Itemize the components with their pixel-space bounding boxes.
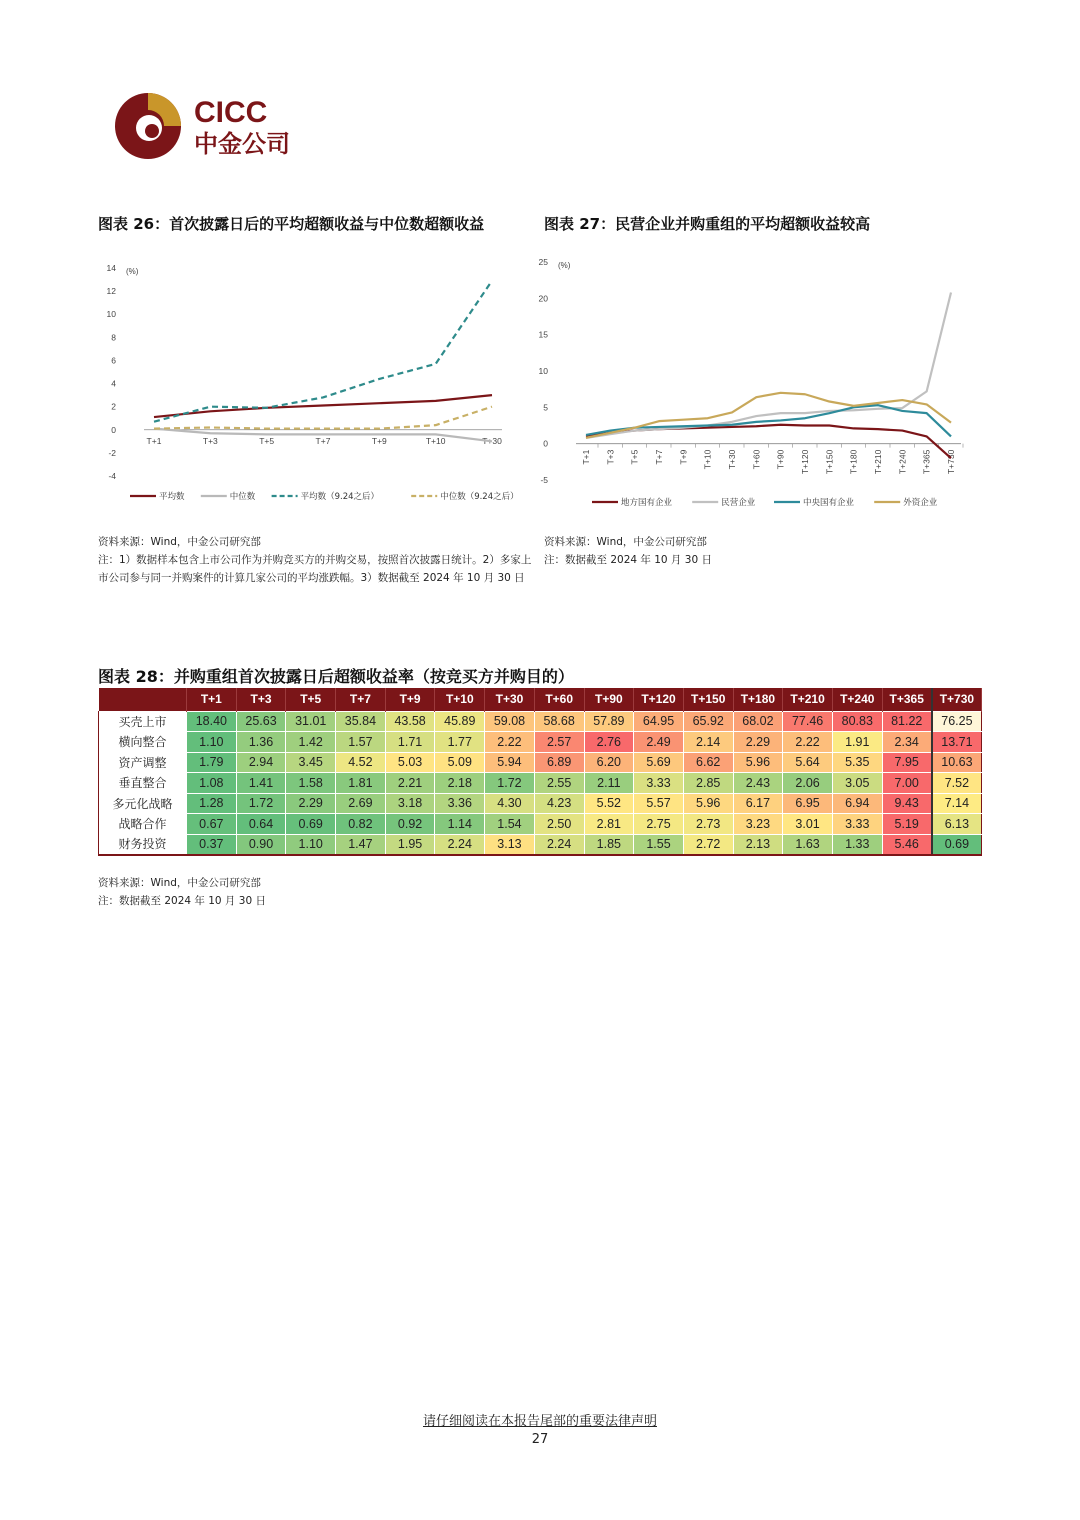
heatmap-column-header: T+365 — [882, 688, 932, 711]
heatmap-column-header: T+9 — [385, 688, 435, 711]
heatmap-cell: 5.03 — [385, 752, 435, 773]
heatmap-cell: 1.41 — [236, 773, 286, 794]
figure-28-title: 图表 28：并购重组首次披露日后超额收益率（按竞买方并购目的） — [98, 667, 574, 686]
x-tick-label: T+9 — [678, 449, 689, 465]
heatmap-cell: 1.58 — [286, 773, 336, 794]
legal-notice-footer: 请仔细阅读在本报告尾部的重要法律声明 — [422, 1414, 657, 1429]
heatmap-cell: 64.95 — [634, 711, 684, 732]
heatmap-cell: 1.28 — [187, 793, 237, 814]
x-tick-label: T+60 — [751, 449, 762, 470]
x-tick-label: T+5 — [259, 435, 275, 446]
heatmap-cell: 2.22 — [485, 732, 535, 753]
heatmap-cell: 7.14 — [932, 793, 982, 814]
heatmap-cell: 4.23 — [534, 793, 584, 814]
x-tick-label: T+5 — [629, 449, 640, 465]
y-tick-label: 2 — [111, 401, 116, 412]
figure-27-title: 图表 27：民营企业并购重组的平均超额收益较高 — [544, 215, 871, 233]
heatmap-cell: 2.24 — [435, 834, 485, 855]
heatmap-cell: 0.64 — [236, 814, 286, 835]
heatmap-cell: 4.52 — [336, 752, 386, 773]
heatmap-cell: 6.13 — [932, 814, 982, 835]
heatmap-cell: 13.71 — [932, 732, 982, 753]
heatmap-cell: 68.02 — [733, 711, 783, 732]
heatmap-cell: 5.57 — [634, 793, 684, 814]
heatmap-cell: 2.76 — [584, 732, 634, 753]
heatmap-cell: 45.89 — [435, 711, 485, 732]
y-tick-label: 20 — [538, 293, 548, 304]
series-line — [586, 293, 951, 438]
y-tick-label: 14 — [106, 263, 116, 273]
heatmap-cell: 1.55 — [634, 834, 684, 855]
unit-label: (%) — [126, 267, 139, 276]
heatmap-table — [98, 688, 982, 856]
x-tick-label: T+9 — [371, 435, 387, 446]
heatmap-cell: 0.69 — [286, 814, 336, 835]
heatmap-cell: 31.01 — [286, 711, 336, 732]
heatmap-cell: 1.57 — [336, 732, 386, 753]
heatmap-column-header: T+120 — [634, 688, 684, 711]
figure-26-title: 图表 26：首次披露日后的平均超额收益与中位数超额收益 — [98, 215, 485, 233]
x-tick-label: T+240 — [897, 449, 908, 475]
heatmap-row-label: 多元化战略 — [99, 793, 187, 814]
heatmap-cell: 25.63 — [236, 711, 286, 732]
legend-label: 中央国有企业 — [803, 498, 855, 508]
unit-label: (%) — [558, 261, 571, 270]
heatmap-cell: 3.36 — [435, 793, 485, 814]
heatmap-cell: 7.52 — [932, 773, 982, 794]
heatmap-cell: 1.77 — [435, 732, 485, 753]
heatmap-cell: 1.72 — [485, 773, 535, 794]
heatmap-cell: 2.22 — [783, 732, 833, 753]
heatmap-cell: 5.35 — [832, 752, 882, 773]
heatmap-cell: 2.55 — [534, 773, 584, 794]
heatmap-cell: 57.89 — [584, 711, 634, 732]
heatmap-cell: 1.33 — [832, 834, 882, 855]
x-tick-label: T+730 — [946, 449, 956, 475]
heatmap-cell: 7.00 — [882, 773, 932, 794]
heatmap-cell: 6.20 — [584, 752, 634, 773]
heatmap-cell: 2.18 — [435, 773, 485, 794]
y-tick-label: 15 — [538, 329, 548, 340]
heatmap-cell: 80.83 — [832, 711, 882, 732]
heatmap-row — [99, 732, 982, 753]
y-tick-label: 4 — [111, 378, 116, 389]
heatmap-cell: 1.72 — [236, 793, 286, 814]
y-tick-label: -4 — [108, 471, 116, 481]
figure-27-note: 注：数据截至 2024 年 10 月 30 日 — [544, 554, 712, 566]
heatmap-column-header: T+240 — [832, 688, 882, 711]
heatmap-row-label: 买壳上市 — [99, 711, 187, 732]
heatmap-cell: 1.91 — [832, 732, 882, 753]
heatmap-row-label: 战略合作 — [99, 814, 187, 835]
y-tick-label: 6 — [111, 355, 116, 366]
heatmap-cell: 2.94 — [236, 752, 286, 773]
x-tick-label: T+210 — [873, 449, 883, 475]
heatmap-cell: 2.34 — [882, 732, 932, 753]
x-tick-label: T+90 — [775, 449, 786, 470]
x-tick-label: T+7 — [315, 435, 331, 446]
heatmap-cell: 6.62 — [683, 752, 733, 773]
series-line — [154, 407, 492, 429]
chart-26 — [98, 255, 538, 515]
heatmap-cell: 6.89 — [534, 752, 584, 773]
heatmap-cell: 4.30 — [485, 793, 535, 814]
heatmap-cell: 5.46 — [882, 834, 932, 855]
heatmap-cell: 2.57 — [534, 732, 584, 753]
heatmap-column-header: T+90 — [584, 688, 634, 711]
x-tick-label: T+30 — [482, 435, 502, 446]
heatmap-cell: 6.95 — [783, 793, 833, 814]
heatmap-row-label: 垂直整合 — [99, 773, 187, 794]
heatmap-cell: 3.01 — [783, 814, 833, 835]
page-number: 27 — [531, 1432, 549, 1447]
figure-28-source: 资料来源：Wind，中金公司研究部 — [98, 877, 261, 889]
heatmap-cell: 2.85 — [683, 773, 733, 794]
y-tick-label: -2 — [108, 447, 116, 458]
heatmap-cell: 65.92 — [683, 711, 733, 732]
heatmap-cell: 3.33 — [634, 773, 684, 794]
heatmap-row — [99, 834, 982, 855]
y-tick-label: 8 — [111, 332, 116, 343]
heatmap-cell: 10.63 — [932, 752, 982, 773]
heatmap-cell: 2.29 — [733, 732, 783, 753]
heatmap-cell: 1.54 — [485, 814, 535, 835]
heatmap-column-header: T+210 — [783, 688, 833, 711]
heatmap-cell: 2.75 — [634, 814, 684, 835]
y-tick-label: 0 — [543, 438, 548, 449]
figure-28-note: 注：数据截至 2024 年 10 月 30 日 — [98, 895, 266, 907]
legend-label: 中位数（9.24之后） — [440, 492, 519, 502]
heatmap-cell: 77.46 — [783, 711, 833, 732]
y-tick-label: -5 — [540, 475, 548, 485]
x-tick-label: T+7 — [654, 449, 664, 465]
heatmap-cell: 2.43 — [733, 773, 783, 794]
heatmap-column-header: T+30 — [485, 688, 535, 711]
heatmap-cell: 1.42 — [286, 732, 336, 753]
legend-label: 平均数（9.24之后） — [300, 492, 380, 502]
heatmap-cell: 2.11 — [584, 773, 634, 794]
heatmap-cell: 81.22 — [882, 711, 932, 732]
legend-label: 平均数 — [159, 492, 185, 502]
heatmap-cell: 1.71 — [385, 732, 435, 753]
heatmap-cell: 1.10 — [286, 834, 336, 855]
heatmap-cell: 3.13 — [485, 834, 535, 855]
heatmap-cell: 43.58 — [385, 711, 435, 732]
heatmap-cell: 6.17 — [733, 793, 783, 814]
heatmap-cell: 35.84 — [336, 711, 386, 732]
heatmap-cell: 58.68 — [534, 711, 584, 732]
heatmap-cell: 5.64 — [783, 752, 833, 773]
heatmap-cell: 2.24 — [534, 834, 584, 855]
heatmap-cell: 6.94 — [832, 793, 882, 814]
heatmap-cell: 1.85 — [584, 834, 634, 855]
heatmap-cell: 1.47 — [336, 834, 386, 855]
x-tick-label: T+3 — [605, 449, 616, 465]
heatmap-cell: 3.18 — [385, 793, 435, 814]
heatmap-column-header: T+7 — [336, 688, 386, 711]
heatmap-cell: 2.49 — [634, 732, 684, 753]
figure-27-source: 资料来源：Wind，中金公司研究部 — [544, 536, 707, 548]
heatmap-corner — [99, 688, 187, 711]
logo-en: CICC — [194, 96, 268, 129]
heatmap-cell: 2.29 — [286, 793, 336, 814]
heatmap-row-label: 资产调整 — [99, 752, 187, 773]
heatmap-cell: 0.90 — [236, 834, 286, 855]
y-tick-label: 5 — [543, 402, 548, 413]
x-tick-label: T+365 — [921, 449, 932, 475]
legend-label: 民营企业 — [721, 498, 756, 508]
heatmap-cell: 76.25 — [932, 711, 982, 732]
x-tick-label: T+10 — [702, 449, 713, 470]
heatmap-cell: 2.73 — [683, 814, 733, 835]
logo-cn: 中金公司 — [194, 130, 290, 158]
heatmap-cell: 2.21 — [385, 773, 435, 794]
heatmap-cell: 2.69 — [336, 793, 386, 814]
y-tick-label: 12 — [106, 286, 116, 297]
heatmap-cell: 2.14 — [683, 732, 733, 753]
legend-label: 中位数 — [229, 492, 256, 502]
heatmap-column-header: T+730 — [932, 688, 982, 711]
heatmap-column-header: T+180 — [733, 688, 783, 711]
heatmap-cell: 1.08 — [187, 773, 237, 794]
heatmap-cell: 1.81 — [336, 773, 386, 794]
heatmap-row — [99, 773, 982, 794]
x-tick-label: T+120 — [800, 449, 810, 475]
x-tick-label: T+30 — [727, 449, 737, 470]
heatmap-cell: 5.09 — [435, 752, 485, 773]
legend-label: 地方国有企业 — [621, 498, 673, 508]
heatmap-cell: 0.69 — [932, 834, 982, 855]
x-tick-label: T+3 — [202, 435, 218, 446]
heatmap-column-header: T+150 — [683, 688, 733, 711]
cicc-logo — [112, 90, 312, 162]
heatmap-column-header: T+3 — [236, 688, 286, 711]
x-tick-label: T+180 — [848, 449, 859, 475]
x-tick-label: T+10 — [425, 435, 446, 446]
heatmap-cell: 5.94 — [485, 752, 535, 773]
heatmap-cell: 1.10 — [187, 732, 237, 753]
heatmap-column-header: T+60 — [534, 688, 584, 711]
figure-26-source: 资料来源：Wind，中金公司研究部 — [98, 536, 261, 548]
heatmap-row — [99, 793, 982, 814]
heatmap-row — [99, 752, 982, 773]
heatmap-row — [99, 711, 982, 732]
heatmap-cell: 3.05 — [832, 773, 882, 794]
heatmap-cell: 1.79 — [187, 752, 237, 773]
heatmap-row-label: 横向整合 — [99, 732, 187, 753]
y-tick-label: 25 — [538, 257, 548, 267]
heatmap-cell: 2.06 — [783, 773, 833, 794]
heatmap-cell: 18.40 — [187, 711, 237, 732]
heatmap-cell: 59.08 — [485, 711, 535, 732]
heatmap-cell: 2.72 — [683, 834, 733, 855]
figure-26-note: 注：1）数据样本包含上市公司作为并购竞买方的并购交易，按照首次披露日统计。2）多家上市公司参与同一并购案件的计算几家公司的平均涨跌幅。3）数据截至 2024 年 10 月 30 日 — [98, 554, 532, 584]
heatmap-cell: 5.19 — [882, 814, 932, 835]
x-tick-label: T+1 — [581, 449, 591, 465]
heatmap-cell: 5.52 — [584, 793, 634, 814]
heatmap-cell: 2.50 — [534, 814, 584, 835]
heatmap-cell: 1.63 — [783, 834, 833, 855]
heatmap-cell: 5.96 — [683, 793, 733, 814]
legend-label: 外资企业 — [903, 498, 938, 508]
heatmap-cell: 7.95 — [882, 752, 932, 773]
series-line — [586, 405, 951, 436]
heatmap-column-header: T+1 — [187, 688, 237, 711]
heatmap-cell: 2.81 — [584, 814, 634, 835]
heatmap-cell: 0.67 — [187, 814, 237, 835]
heatmap-cell: 0.92 — [385, 814, 435, 835]
x-tick-label: T+150 — [824, 449, 835, 475]
heatmap-cell: 3.45 — [286, 752, 336, 773]
heatmap-cell: 1.36 — [236, 732, 286, 753]
heatmap-cell: 1.95 — [385, 834, 435, 855]
heatmap-row — [99, 814, 982, 835]
heatmap-cell: 3.33 — [832, 814, 882, 835]
heatmap-row-label: 财务投资 — [99, 834, 187, 855]
heatmap-column-header: T+10 — [435, 688, 485, 711]
heatmap-cell: 9.43 — [882, 793, 932, 814]
heatmap-cell: 3.23 — [733, 814, 783, 835]
y-tick-label: 10 — [106, 309, 116, 320]
heatmap-cell: 5.96 — [733, 752, 783, 773]
y-tick-label: 0 — [111, 424, 116, 435]
heatmap-cell: 0.37 — [187, 834, 237, 855]
chart-27 — [538, 250, 964, 515]
heatmap-column-header: T+5 — [286, 688, 336, 711]
heatmap-cell: 5.69 — [634, 752, 684, 773]
heatmap-cell: 2.13 — [733, 834, 783, 855]
y-tick-label: 10 — [538, 366, 548, 376]
heatmap-cell: 0.82 — [336, 814, 386, 835]
x-tick-label: T+1 — [146, 435, 162, 446]
heatmap-cell: 1.14 — [435, 814, 485, 835]
